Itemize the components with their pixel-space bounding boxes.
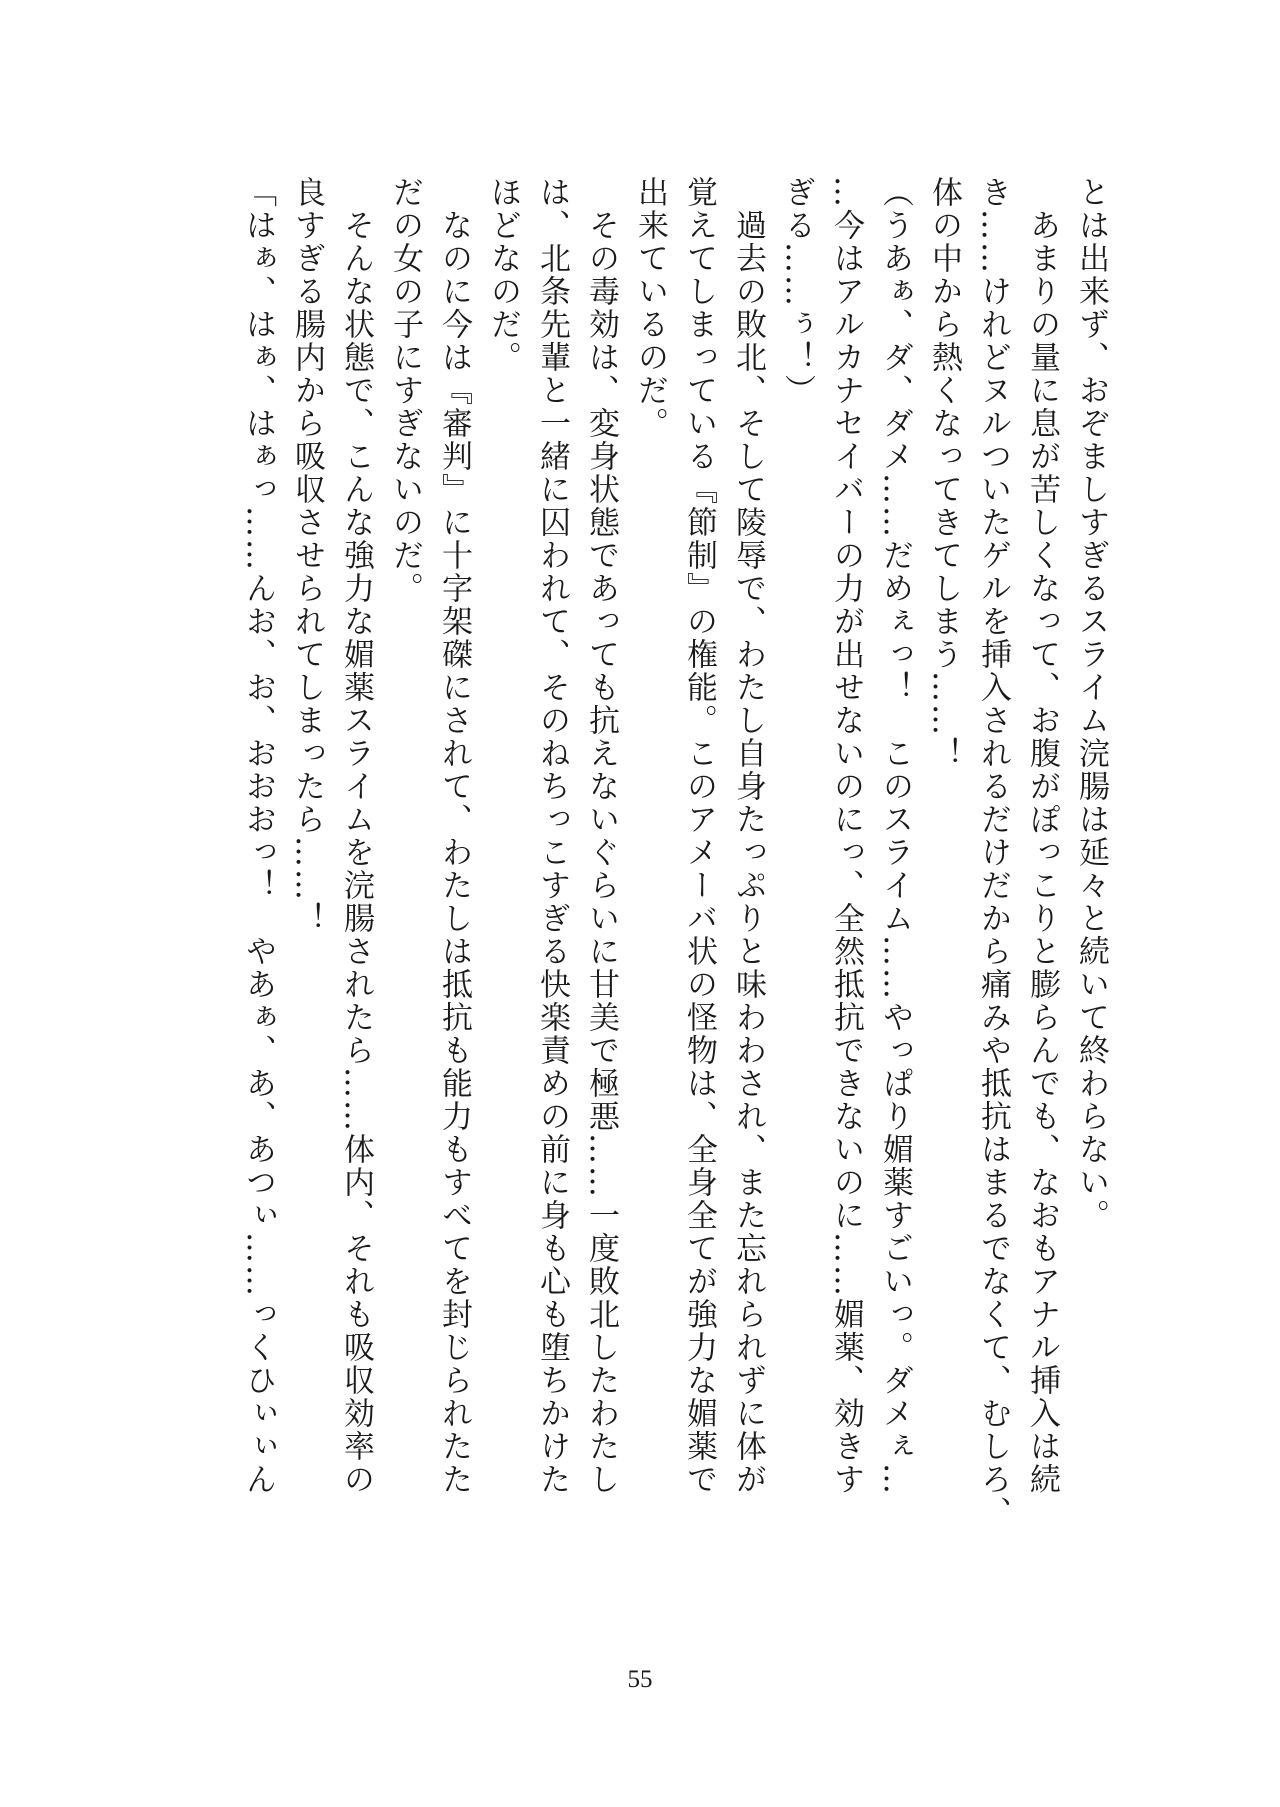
text-line: とは出来ず、おぞましすぎるスライム浣腸は延々と続いて終わらない。 — [1073, 176, 1109, 1232]
body-text — [155, 176, 1115, 1596]
text-line: 「はぁ、はぁ、はぁっ……んお、お、おおおっ！ やあぁ、あ、あつぃ……っくひぃぃん — [240, 176, 276, 1496]
text-line: 良すぎる腸内から吸収させられてしまったら……！ — [289, 176, 325, 935]
text-line: だの女の子にすぎないのだ。 — [387, 176, 423, 605]
text-line: は、北条先輩と一緒に囚われて、そのねちっこすぎる快楽責めの前に身も心も堕ちかけた — [534, 176, 570, 1496]
page-number: 55 — [627, 1666, 653, 1693]
text-line: （うあぁ、ダ、ダメ……だめぇっ！ このスライム……やっぱり媚薬すごいっ。ダメぇ… — [877, 176, 913, 1496]
text-line: そんな状態で、こんな強力な媚薬スライムを浣腸されたら……体内、それも吸収効率の — [338, 176, 374, 1496]
text-line: その毒効は、変身状態であっても抗えないぐらいに甘美で極悪……一度敗北したわたし — [583, 176, 619, 1496]
text-line: き……けれどヌルついたゲルを挿入されるだけだから痛みや抵抗はまるでなくて、むしろ、 — [975, 176, 1011, 1529]
text-line: なのに今は『審判』に十字架磔にされて、わたしは抵抗も能力もすべてを封じられたた — [436, 176, 472, 1496]
text-line: 覚えてしまっている『節制』の権能。このアメーバ状の怪物は、全身全てが強力な媚薬で — [681, 176, 717, 1496]
text-line: ぎる……ぅ！） — [779, 176, 815, 407]
text-line: あまりの量に息が苦しくなって、お腹がぽっこりと膨らんでも、なおもアナル挿入は続 — [1024, 176, 1060, 1496]
text-line: 出来ているのだ。 — [632, 176, 668, 440]
text-line: ほどなのだ。 — [485, 176, 521, 374]
text-line: …今はアルカナセイバーの力が出せないのにっ、全然抵抗できないのに……媚薬、効きす — [828, 176, 864, 1496]
text-line: 過去の敗北、そして陵辱で、わたし自身たっぷりと味わわされ、また忘れられずに体が — [730, 176, 766, 1496]
text-line: 体の中から熱くなってきてしまう……！ — [926, 176, 962, 770]
